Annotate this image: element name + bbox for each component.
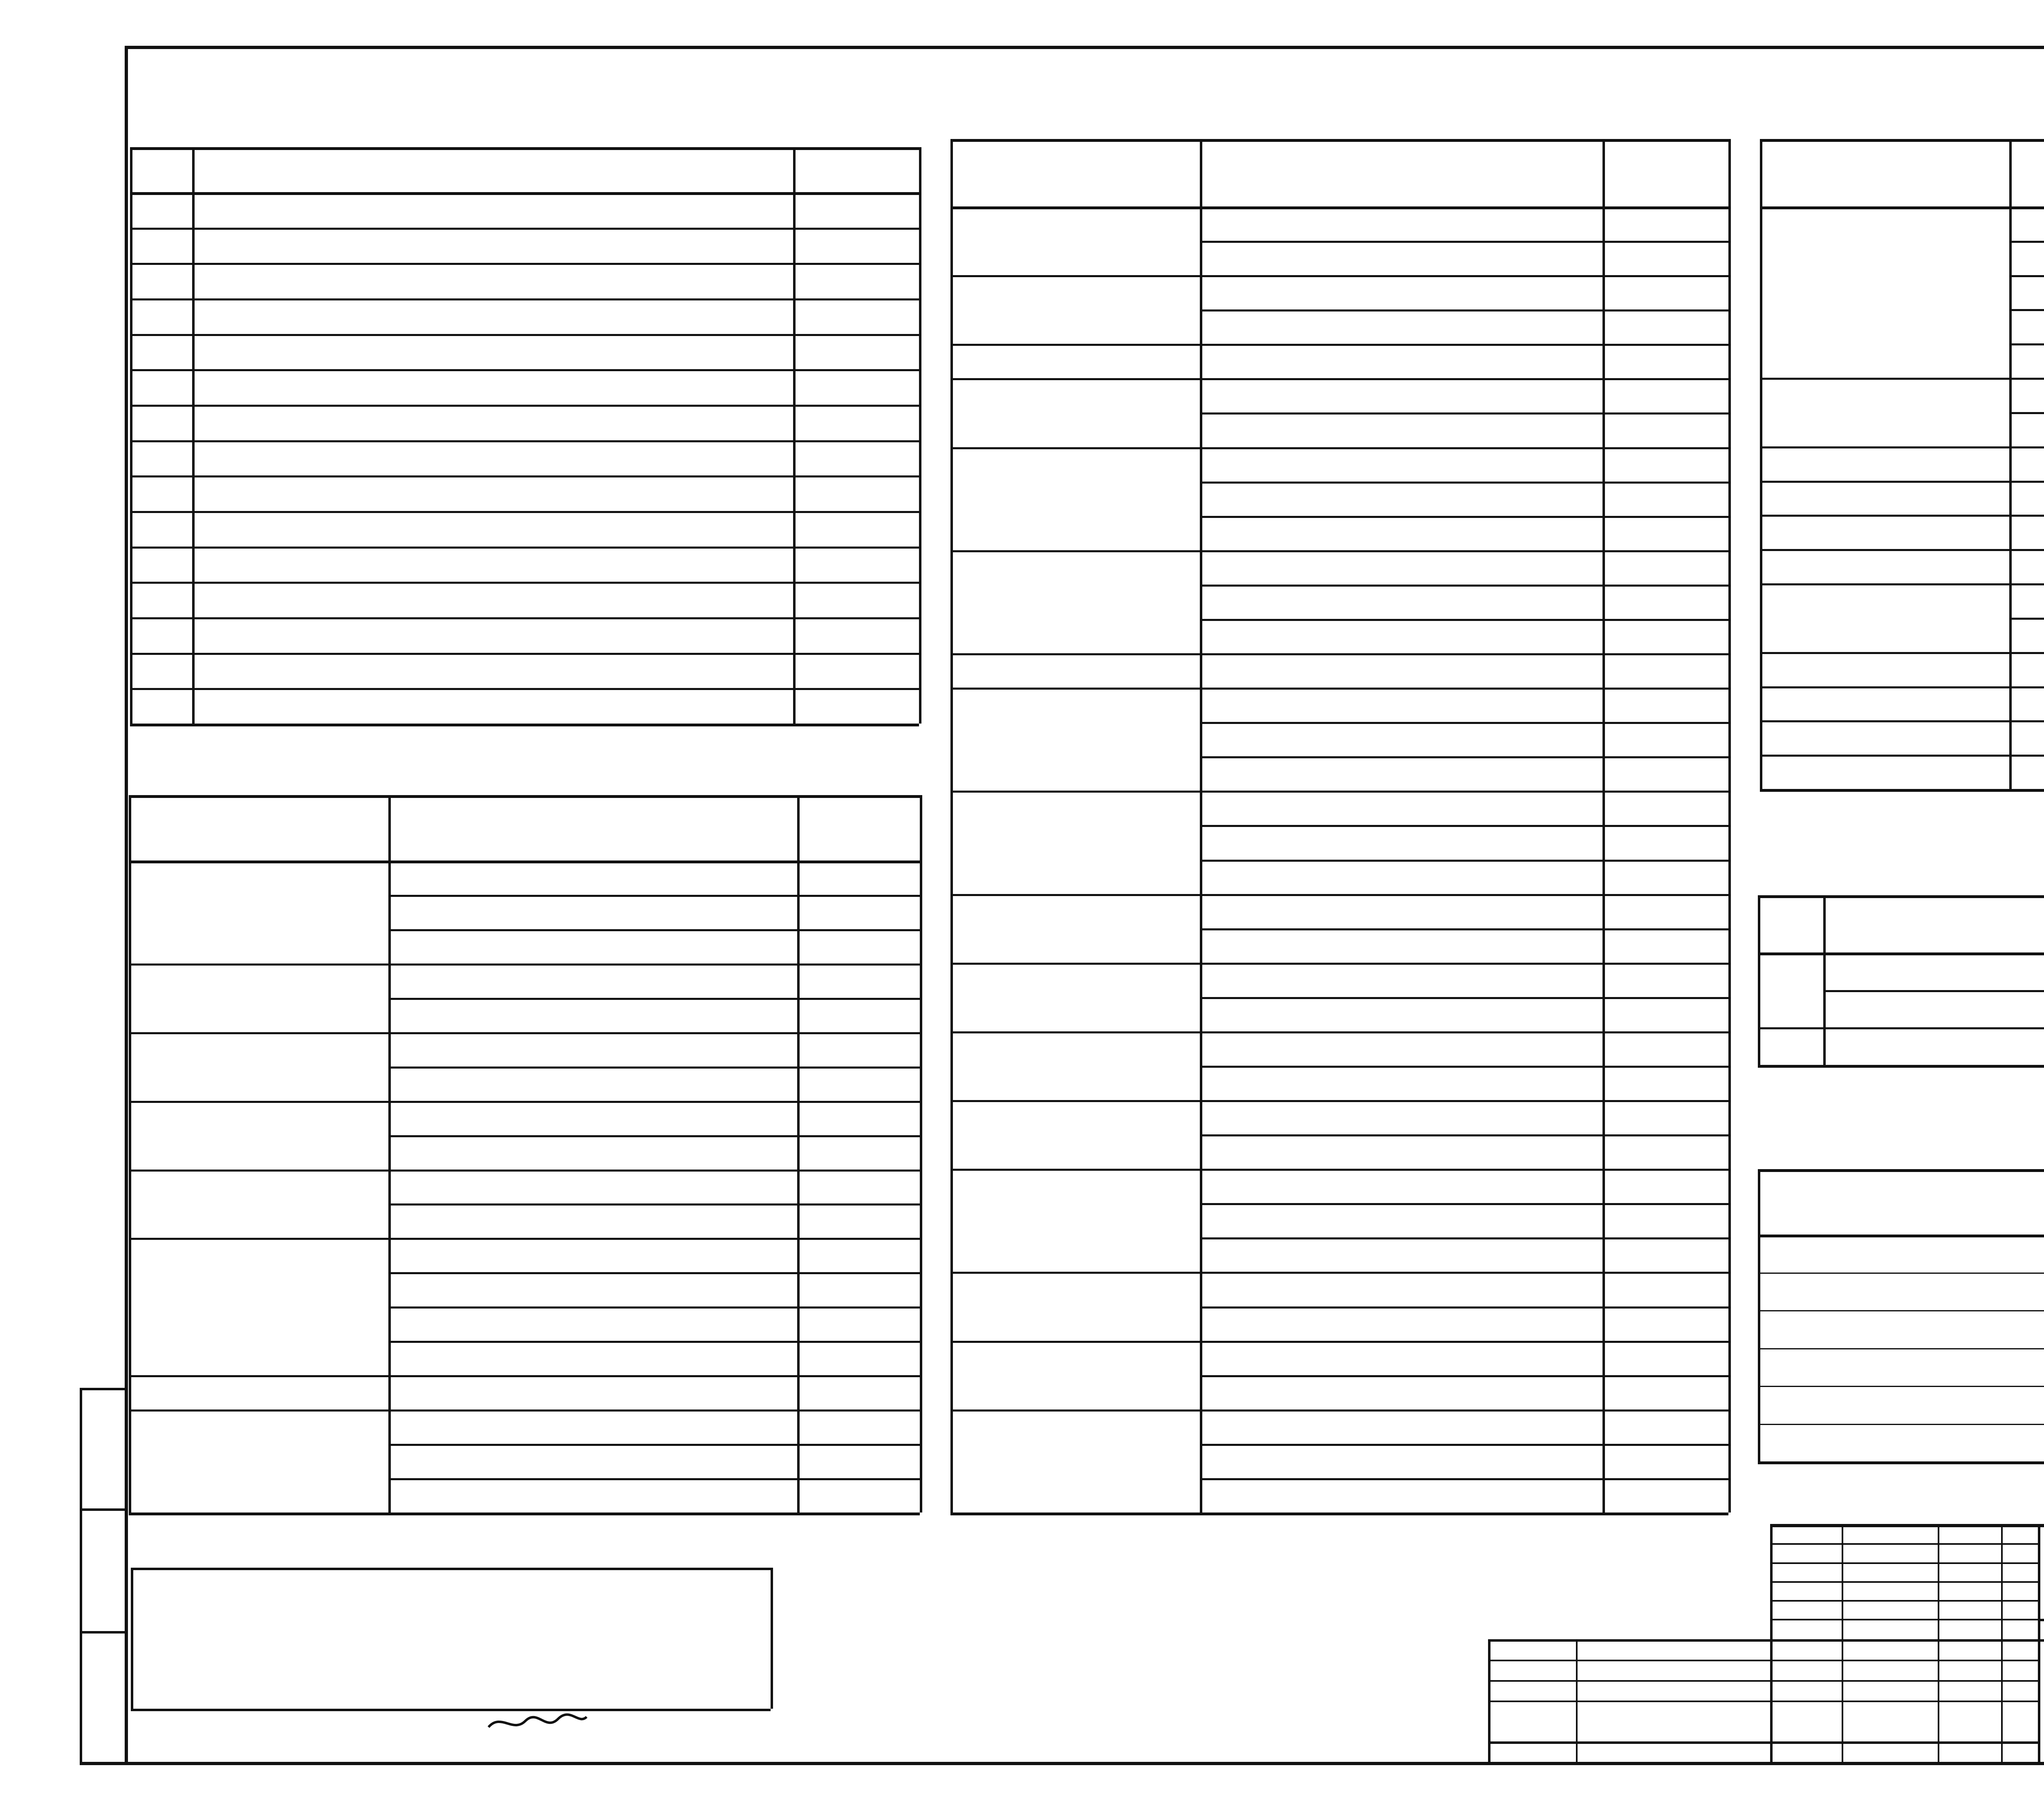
h-rule [1770, 1600, 2038, 1602]
h-rule [130, 617, 919, 619]
h-rule [2009, 378, 2044, 380]
h-rule [1200, 1066, 1728, 1068]
h-rule [2009, 446, 2044, 448]
v-rule [771, 1568, 773, 1709]
h-rule [1770, 1562, 2038, 1564]
v-rule [1576, 1639, 1578, 1762]
h-rule [1488, 1660, 2038, 1661]
v-rule [129, 795, 131, 1512]
h-rule [1200, 756, 1728, 758]
h-rule [388, 1478, 920, 1480]
h-rule [950, 378, 1200, 380]
v-rule [2001, 1524, 2003, 1762]
h-rule [129, 795, 920, 798]
h-rule [1770, 1543, 2038, 1545]
v-rule [1770, 1524, 1773, 1762]
h-rule [2009, 481, 2044, 483]
h-rule [130, 547, 919, 549]
h-rule [2009, 275, 2044, 277]
h-rule [1200, 447, 1728, 449]
h-rule [1758, 1027, 2044, 1029]
h-rule [1488, 1741, 2038, 1744]
frame-top [125, 46, 2044, 49]
h-rule [950, 550, 1200, 552]
h-rule [1760, 515, 2009, 517]
h-rule [130, 334, 919, 336]
h-rule [2009, 412, 2044, 414]
h-rule [129, 1375, 388, 1377]
h-rule [2009, 686, 2044, 688]
h-rule [1200, 997, 1728, 999]
h-rule [1200, 688, 1728, 690]
h-rule [1200, 1444, 1728, 1446]
v-rule [131, 1568, 133, 1709]
h-rule [1488, 1701, 2038, 1702]
h-rule [130, 228, 919, 230]
h-rule [80, 1508, 125, 1511]
h-rule [130, 369, 919, 371]
v-rule [797, 795, 800, 1512]
h-rule [2009, 618, 2044, 620]
h-rule [1758, 895, 2044, 898]
h-rule [1200, 1272, 1728, 1274]
h-rule [80, 1388, 125, 1390]
h-rule [1760, 446, 2009, 448]
h-rule [129, 1512, 920, 1515]
h-rule [130, 405, 919, 407]
h-rule [950, 1169, 1200, 1171]
h-rule [1758, 1065, 2044, 1068]
h-rule [1758, 1235, 2044, 1237]
h-rule [388, 1170, 920, 1172]
h-rule [80, 1631, 125, 1634]
h-rule [1760, 549, 2009, 551]
h-rule [388, 895, 920, 897]
h-rule [1200, 1409, 1728, 1412]
h-rule [388, 1272, 920, 1274]
h-rule [130, 653, 919, 655]
h-rule [1200, 1341, 1728, 1343]
h-rule [1760, 686, 2009, 688]
h-rule [2009, 583, 2044, 585]
h-rule [1770, 1581, 2038, 1583]
h-rule [1200, 722, 1728, 724]
h-rule [1760, 583, 2009, 585]
h-rule [130, 440, 919, 442]
h-rule [129, 860, 388, 863]
h-rule [1758, 1461, 2044, 1464]
h-rule [950, 1272, 1200, 1274]
h-rule [1823, 990, 2044, 992]
h-rule [2009, 343, 2044, 345]
h-rule [1488, 1680, 2038, 1682]
h-rule [388, 1238, 920, 1240]
v-rule [1602, 139, 1605, 1512]
v-rule [1200, 139, 1202, 1512]
h-rule [388, 1409, 920, 1412]
h-rule [1200, 1478, 1728, 1480]
h-rule [950, 139, 1728, 142]
h-rule [950, 344, 1200, 346]
h-rule [130, 192, 919, 195]
h-rule [1200, 1375, 1728, 1377]
h-rule [388, 1306, 920, 1309]
h-rule [1200, 1100, 1728, 1102]
h-rule [1200, 1306, 1728, 1309]
h-rule [1760, 481, 2009, 483]
h-rule [1200, 241, 1728, 243]
h-rule [131, 1568, 771, 1570]
h-rule [2009, 720, 2044, 722]
h-rule [1200, 275, 1728, 277]
h-rule [950, 1512, 1728, 1515]
h-rule [950, 1341, 1200, 1343]
h-rule [950, 1100, 1200, 1102]
h-rule [1758, 1386, 2044, 1387]
h-rule [1488, 1639, 2044, 1642]
h-rule [950, 963, 1200, 965]
v-rule [793, 147, 796, 724]
h-rule [1200, 344, 1728, 346]
h-rule [388, 1375, 920, 1377]
h-rule [129, 1032, 388, 1034]
h-rule [129, 1409, 388, 1412]
h-rule [388, 1032, 920, 1034]
h-rule [1200, 928, 1728, 930]
v-rule [1938, 1524, 1939, 1762]
h-rule [950, 1031, 1200, 1033]
h-rule [388, 1341, 920, 1343]
h-rule [950, 894, 1200, 896]
h-rule [1758, 1169, 2044, 1172]
h-rule [388, 964, 920, 966]
h-rule [1758, 1310, 2044, 1311]
v-rule [130, 147, 132, 724]
v-rule [1728, 139, 1731, 1512]
v-rule [1842, 1524, 1843, 1762]
h-rule [2009, 549, 2044, 551]
h-rule [1200, 516, 1728, 518]
h-rule [2009, 241, 2044, 243]
h-rule [1200, 894, 1728, 896]
h-rule [129, 1101, 388, 1103]
h-rule [950, 447, 1200, 449]
h-rule [1200, 378, 1728, 380]
v-rule [1488, 1639, 1490, 1762]
h-rule [130, 298, 919, 300]
h-rule [388, 929, 920, 931]
frame-left [125, 46, 128, 1765]
h-rule [130, 475, 919, 477]
h-rule [950, 206, 1728, 209]
h-rule [1770, 1619, 2038, 1620]
h-rule [950, 791, 1200, 793]
v-rule [2038, 1524, 2040, 1762]
h-rule [2009, 652, 2044, 654]
h-rule [1200, 1237, 1728, 1239]
h-rule [1200, 963, 1728, 965]
h-rule [1200, 412, 1728, 415]
h-rule [1200, 791, 1728, 793]
h-rule [129, 1238, 388, 1240]
h-rule [1200, 309, 1728, 311]
v-rule [1758, 1169, 1760, 1461]
margin-strip-left [80, 1388, 82, 1765]
v-rule [1823, 895, 1826, 1065]
h-rule [1200, 482, 1728, 484]
h-rule [388, 1135, 920, 1137]
v-rule [388, 795, 391, 1512]
h-rule [130, 688, 919, 690]
h-rule [950, 275, 1200, 277]
h-rule [388, 1203, 920, 1206]
v-rule [919, 147, 921, 724]
h-rule [1200, 860, 1728, 862]
h-rule [1200, 653, 1728, 655]
v-rule [192, 147, 195, 724]
h-rule [950, 1409, 1200, 1412]
h-rule [130, 511, 919, 513]
h-rule [950, 688, 1200, 690]
h-rule [950, 653, 1200, 655]
h-rule [1200, 550, 1728, 552]
h-rule [1758, 1424, 2044, 1425]
h-rule [1200, 1134, 1728, 1136]
h-rule [1760, 755, 2009, 757]
h-rule [1200, 1169, 1728, 1171]
v-rule [1760, 139, 1762, 789]
h-rule [1760, 139, 2044, 142]
h-rule [2009, 515, 2044, 517]
h-rule [1760, 206, 2044, 209]
v-rule [920, 795, 922, 1512]
signature-icon [484, 1709, 591, 1737]
h-rule [1200, 585, 1728, 587]
h-rule [388, 1444, 920, 1446]
h-rule [130, 724, 919, 726]
v-rule [1758, 895, 1760, 1065]
h-rule [1200, 619, 1728, 621]
h-rule [1758, 1348, 2044, 1349]
h-rule [129, 964, 388, 966]
h-rule [130, 582, 919, 584]
frame-bottom [80, 1762, 2044, 1765]
h-rule [1758, 952, 2044, 955]
h-rule [131, 1709, 771, 1711]
h-rule [130, 263, 919, 265]
h-rule [1760, 720, 2009, 722]
h-rule [1760, 652, 2009, 654]
h-rule [1200, 1031, 1728, 1033]
h-rule [1760, 378, 2009, 380]
h-rule [1200, 1203, 1728, 1205]
h-rule [388, 1101, 920, 1103]
h-rule [130, 147, 919, 150]
h-rule [1200, 825, 1728, 827]
h-rule [388, 998, 920, 1000]
h-rule [2009, 755, 2044, 757]
h-rule [1758, 1273, 2044, 1274]
v-rule [2009, 139, 2012, 789]
h-rule [1760, 789, 2044, 792]
h-rule [2009, 309, 2044, 311]
h-rule [388, 1067, 920, 1069]
h-rule [129, 1170, 388, 1172]
v-rule [950, 139, 953, 1512]
h-rule [1770, 1524, 2044, 1527]
